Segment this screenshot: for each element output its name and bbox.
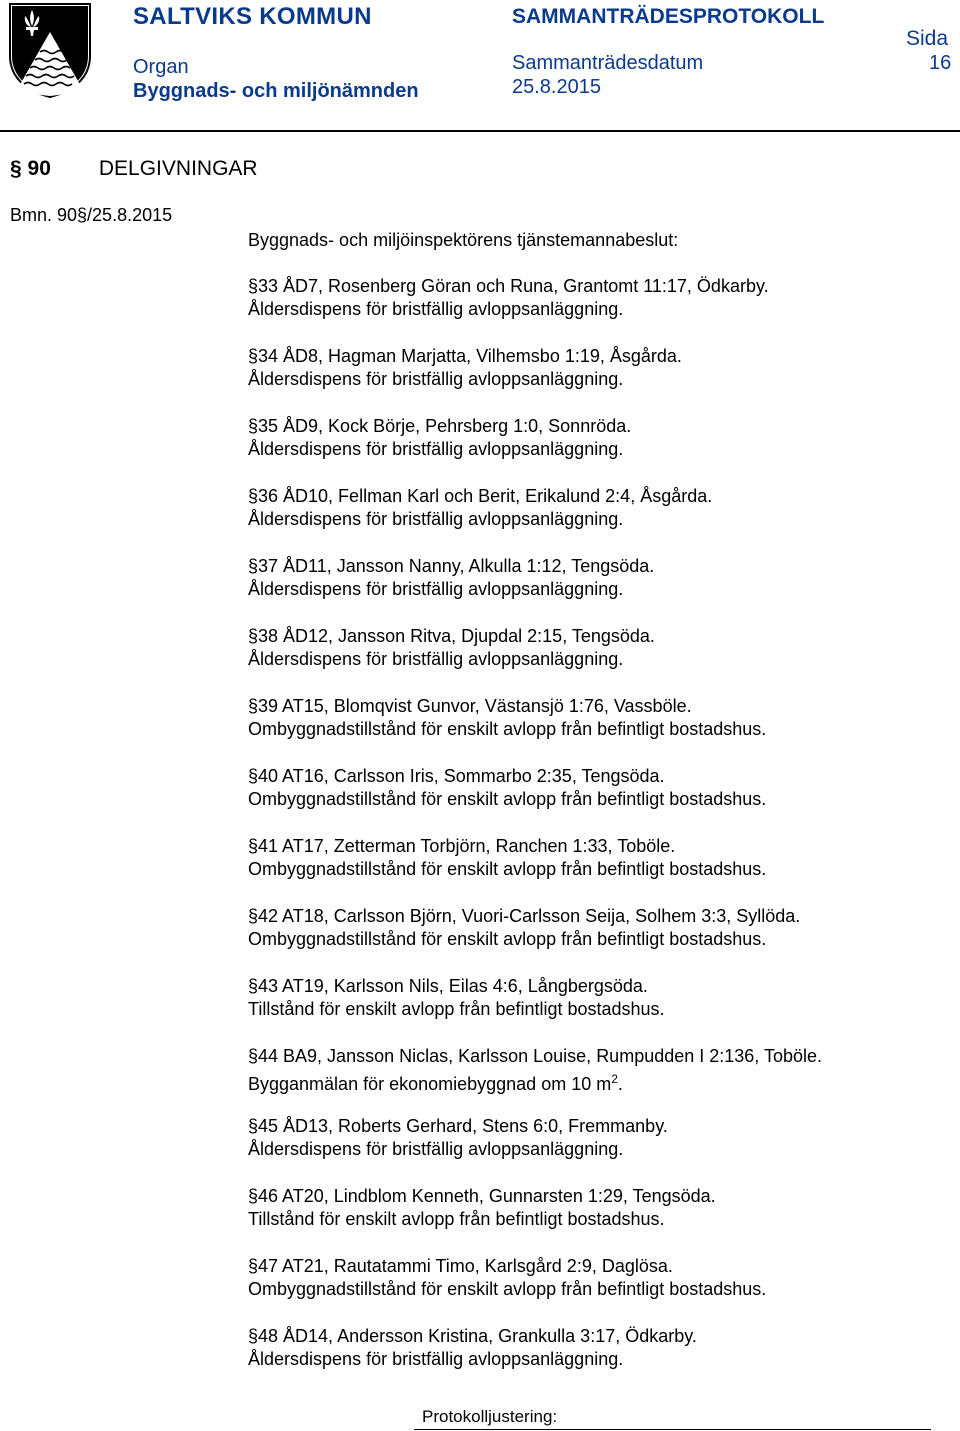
item-heading: §42 AT18, Carlsson Björn, Vuori-Carlsson Seija, Solhem 3:3, Syllöda.	[248, 906, 801, 926]
item-heading: §36 ÅD10, Fellman Karl och Berit, Erikalund 2:4, Åsgårda.	[248, 486, 713, 506]
list-item	[248, 905, 948, 975]
page-label: Sida	[906, 27, 949, 50]
item-decision: Ombyggnadstillstånd för enskilt avlopp från befintligt bostadshus.	[248, 859, 767, 879]
list-item	[248, 975, 948, 1045]
item-decision: Åldersdispens för bristfällig avloppsanläggning.	[248, 439, 624, 459]
list-item	[248, 1045, 948, 1115]
list-item	[248, 625, 948, 695]
item-heading: §37 ÅD11, Jansson Nanny, Alkulla 1:12, Tengsöda.	[248, 556, 655, 576]
meeting-date-label: Sammanträdesdatum	[512, 52, 704, 74]
item-decision: Ombyggnadstillstånd för enskilt avlopp från befintligt bostadshus.	[248, 929, 767, 949]
list-item	[248, 555, 948, 625]
board-reference: Bmn. 90§/25.8.2015	[10, 205, 173, 225]
item-heading: §48 ÅD14, Andersson Kristina, Grankulla 3:17, Ödkarby.	[248, 1326, 697, 1346]
item-decision	[248, 1068, 948, 1096]
signature-line	[414, 1429, 931, 1430]
item-decision: Åldersdispens för bristfällig avloppsanläggning.	[248, 369, 624, 389]
organ-label: Organ	[133, 56, 189, 78]
protocol-check-label: Protokolljustering:	[422, 1407, 558, 1426]
item-heading: §35 ÅD9, Kock Börje, Pehrsberg 1:0, Sonnröda.	[248, 416, 632, 436]
item-heading: §44 BA9, Jansson Niclas, Karlsson Louise, Rumpudden I 2:136, Toböle.	[248, 1046, 823, 1066]
item-heading: §34 ÅD8, Hagman Marjatta, Vilhemsbo 1:19, Åsgårda.	[248, 346, 682, 366]
list-item	[248, 835, 948, 905]
coat-of-arms-icon	[8, 2, 92, 98]
item-decision: Tillstånd för enskilt avlopp från befintligt bostadshus.	[248, 999, 665, 1019]
item-heading: §47 AT21, Rautatammi Timo, Karlsgård 2:9, Daglösa.	[248, 1256, 673, 1276]
list-item	[248, 415, 948, 485]
item-heading: §46 AT20, Lindblom Kenneth, Gunnarsten 1:29, Tengsöda.	[248, 1186, 716, 1206]
item-decision: Tillstånd för enskilt avlopp från befintligt bostadshus.	[248, 1209, 665, 1229]
item-decision: Ombyggnadstillstånd för enskilt avlopp från befintligt bostadshus.	[248, 1279, 767, 1299]
item-decision: Ombyggnadstillstånd för enskilt avlopp från befintligt bostadshus.	[248, 719, 767, 739]
meeting-date-value: 25.8.2015	[512, 76, 601, 98]
item-heading: §33 ÅD7, Rosenberg Göran och Runa, Grantomt 11:17, Ödkarby.	[248, 276, 769, 296]
list-item	[248, 1115, 948, 1185]
list-item	[248, 1255, 948, 1325]
item-decision: Åldersdispens för bristfällig avloppsanläggning.	[248, 1139, 624, 1159]
header-divider	[0, 130, 960, 132]
list-item	[248, 1185, 948, 1255]
organ-value: Byggnads- och miljönämnden	[133, 80, 419, 102]
item-decision: Åldersdispens för bristfällig avloppsanläggning.	[248, 1349, 624, 1369]
item-decision: Åldersdispens för bristfällig avloppsanläggning.	[248, 579, 624, 599]
municipality-name: SALTVIKS KOMMUN	[133, 3, 372, 30]
item-decision: Ombyggnadstillstånd för enskilt avlopp från befintligt bostadshus.	[248, 789, 767, 809]
item-heading: §40 AT16, Carlsson Iris, Sommarbo 2:35, Tengsöda.	[248, 766, 665, 786]
item-heading: §43 AT19, Karlsson Nils, Eilas 4:6, Långbergsöda.	[248, 976, 648, 996]
item-decision: Åldersdispens för bristfällig avloppsanläggning.	[248, 509, 624, 529]
superscript-exponent: 2	[611, 1072, 618, 1086]
item-heading: §41 AT17, Zetterman Torbjörn, Ranchen 1:33, Toböle.	[248, 836, 676, 856]
section-number: § 90	[10, 157, 51, 180]
item-heading: §45 ÅD13, Roberts Gerhard, Stens 6:0, Fremmanby.	[248, 1116, 668, 1136]
page-number: 16	[929, 52, 952, 74]
section-heading	[10, 157, 258, 181]
list-item	[248, 1325, 948, 1395]
item-heading: §38 ÅD12, Jansson Ritva, Djupdal 2:15, Tengsöda.	[248, 626, 655, 646]
list-item	[248, 485, 948, 555]
list-item	[248, 765, 948, 835]
list-item	[248, 345, 948, 415]
document-title: SAMMANTRÄDESPROTOKOLL	[512, 5, 825, 28]
item-decision: Åldersdispens för bristfällig avloppsanläggning.	[248, 299, 624, 319]
decision-list	[248, 275, 948, 1395]
item-decision-period: .	[617, 1074, 623, 1094]
section-intro: Byggnads- och miljöinspektörens tjänstemannabeslut:	[248, 230, 679, 250]
list-item	[248, 695, 948, 765]
item-heading: §39 AT15, Blomqvist Gunvor, Västansjö 1:76, Vassböle.	[248, 696, 692, 716]
item-decision: Åldersdispens för bristfällig avloppsanläggning.	[248, 649, 624, 669]
list-item	[248, 275, 948, 345]
section-title: DELGIVNINGAR	[98, 157, 258, 180]
item-decision-text: Bygganmälan för ekonomiebyggnad om 10 m	[248, 1074, 612, 1094]
